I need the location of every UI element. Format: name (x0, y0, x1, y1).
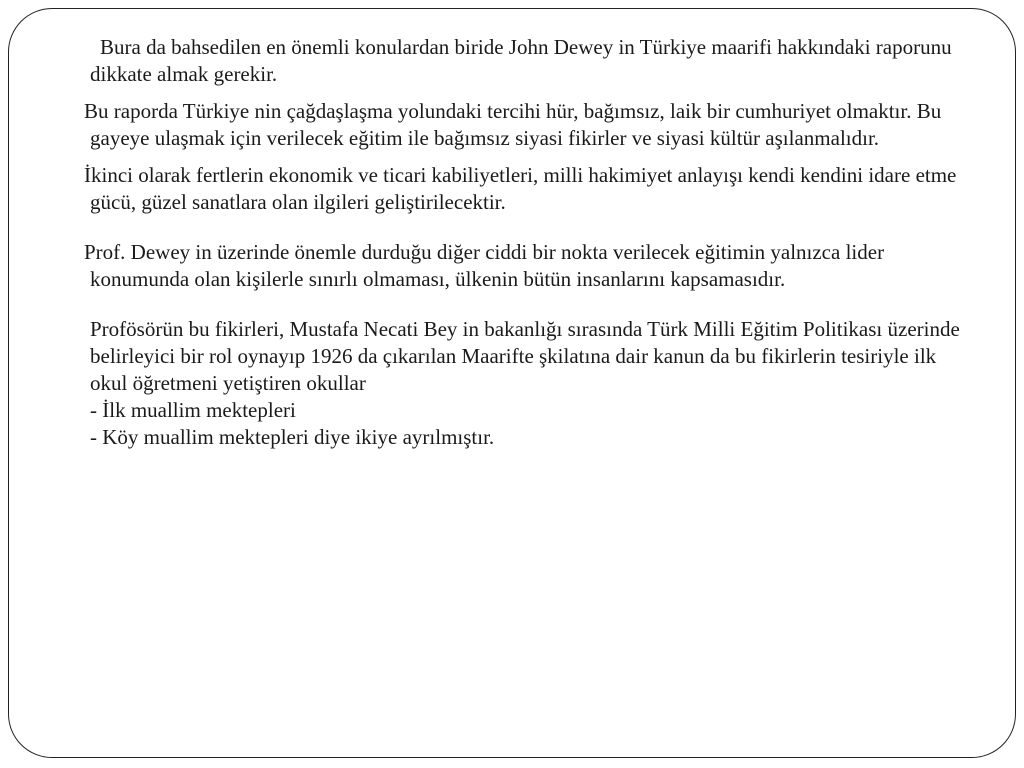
slide-content (82, 34, 962, 451)
paragraph-education-for-all: Prof. Dewey in üzerinde önemle durduğu diğer ciddi bir nokta verilecek eğitimin yalnızca lider konumunda olan kişilerle sınırlı olmaması, ülkenin bütün insanlarını kapsamasıdır. (84, 240, 885, 291)
paragraph-modernization-goal: Bu raporda Türkiye nin çağdaşlaşma yolundaki tercihi hür, bağımsız, laik bir cumhuriyet olmaktır. Bu gayeye ulaşmak için verilecek eğitim ile bağımsız siyasi fikirler ve siyasi kültür aşılanmalıdır. (84, 99, 942, 150)
paragraph-policy-impact (82, 316, 962, 451)
list-item-koy-muallim: - Köy muallim mektepleri diye ikiye ayrılmıştır. (90, 425, 495, 449)
paragraph-economic-abilities: İkinci olarak fertlerin ekonomik ve ticari kabiliyetleri, milli hakimiyet anlayışı kendi kendini idare etme gücü, güzel sanatlara olan ilgileri geliştirilecektir. (84, 163, 957, 214)
list-item-ilk-muallim: - İlk muallim mektepleri (90, 398, 296, 422)
paragraph-dewey-report-intro: Bura da bahsedilen en önemli konulardan biride John Dewey in Türkiye maarifi hakkındaki raporunu dikkate almak gerekir. (90, 35, 952, 86)
policy-impact-text: Profösörün bu fikirleri, Mustafa Necati Bey in bakanlığı sırasında Türk Milli Eğitim Politikası üzerinde belirleyici bir rol oynayıp 1926 da çıkarılan Maarifte şkilatına dair kanun da bu fikirlerin tesiriyle ilk okul öğretmeni yetiştiren okullar (90, 317, 960, 395)
